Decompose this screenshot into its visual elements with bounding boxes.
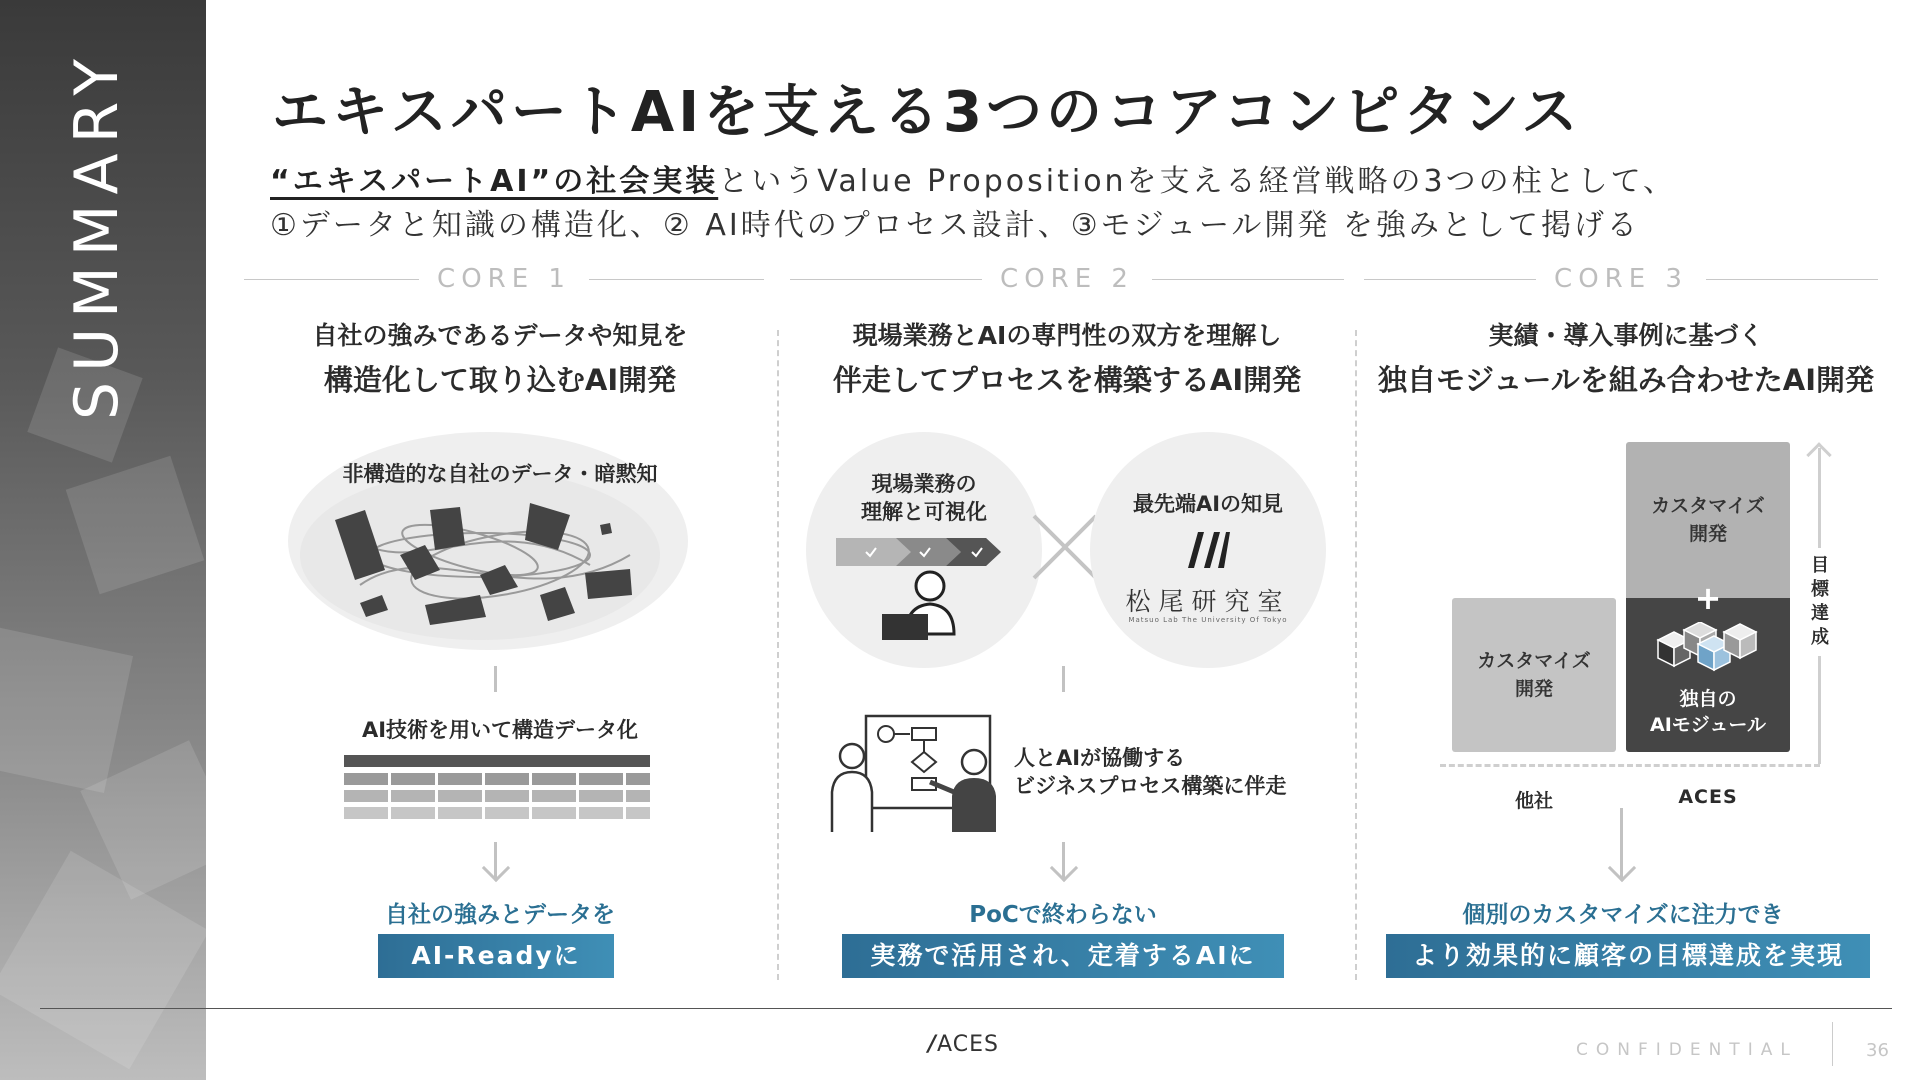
aces-customize-bar	[1626, 442, 1790, 598]
core-2-step-caption	[1014, 744, 1286, 800]
core-3-title	[1356, 316, 1896, 404]
footer-rule	[40, 1008, 1892, 1009]
field-work-caption-line-2: 理解と可視化	[861, 500, 987, 524]
field-work-caption-line-1: 現場業務の	[871, 472, 977, 496]
core-2-step-line-2: ビジネスプロセス構築に伴走	[1014, 774, 1287, 798]
column-divider	[777, 330, 779, 980]
core-2-result-line-1: PoCで終わらない	[969, 902, 1157, 928]
lead-line-1-rest: というValue Propositionを支える経営戦略の3つの柱として、	[718, 164, 1677, 199]
core-3-result-badge: より効果的に顧客の目標達成を実現	[1386, 934, 1870, 978]
page-title: エキスパートAIを支える3つのコアコンピタンス	[272, 80, 1582, 145]
core-1-result-line-1: 自社の強みとデータを	[385, 902, 615, 928]
scribble-lines-graphic	[330, 495, 670, 635]
collaboration-graphic	[826, 712, 1006, 836]
core-2-step-line-1: 人とAIが協働する	[1014, 746, 1186, 770]
core-2-title-line-1: 現場業務とAIの専門性の双方を理解し	[852, 321, 1282, 350]
aces-bottom-line-1: 独自の	[1679, 688, 1737, 710]
core-3-title-line-1: 実績・導入事例に基づく	[1488, 321, 1764, 350]
decor-square	[0, 851, 206, 1070]
goal-axis-arrow-icon	[1806, 442, 1831, 467]
baseline	[1440, 764, 1820, 767]
field-work-caption	[806, 470, 1042, 526]
goal-axis-label: 目標達成	[1804, 548, 1836, 656]
lead-text	[270, 160, 1676, 248]
core-2-label: CORE 2	[1000, 264, 1134, 294]
matsuo-lab-logo-icon	[1182, 528, 1234, 572]
other-company-bar	[1452, 598, 1616, 752]
table-row	[344, 807, 650, 819]
table-header-row	[344, 755, 650, 767]
lead-emphasis: “エキスパートAI”の社会実装	[270, 164, 719, 199]
core-1-title-line-1: 自社の強みであるデータや知見を	[312, 321, 688, 350]
core-3-arrow-head	[1608, 854, 1636, 882]
core-2-title	[790, 316, 1344, 404]
core-3-title-line-2: 独自モジュールを組み合わせたAI開発	[1377, 363, 1875, 397]
core-2-title-line-2: 伴走してプロセスを構築するAI開発	[832, 363, 1302, 397]
core-1-step-caption: AI技術を用いて構造データ化	[361, 718, 639, 742]
other-box-line-2: 開発	[1514, 678, 1553, 700]
footer-logo: /ACES	[928, 1032, 999, 1057]
aces-top-line-2: 開発	[1688, 523, 1727, 545]
aces-top-line-1: カスタマイズ	[1651, 495, 1765, 517]
core-3-result-line-1: 個別のカスタマイズに注力でき	[1462, 902, 1784, 928]
core-2-arrow-head	[1050, 854, 1078, 882]
core-1-label: CORE 1	[437, 264, 571, 294]
ai-knowledge-caption: 最先端AIの知見	[1132, 492, 1284, 516]
other-company-label: 他社	[1514, 790, 1553, 812]
aces-bottom-line-2: AIモジュール	[1649, 714, 1766, 736]
decor-square	[66, 456, 205, 595]
plus-icon: +	[1694, 579, 1722, 617]
core-2-connector	[1062, 666, 1065, 692]
footer-separator	[1832, 1022, 1833, 1066]
core-1-header	[244, 264, 764, 294]
core-2-header	[790, 264, 1344, 294]
table-row	[344, 790, 650, 802]
core-1-connector	[494, 666, 497, 692]
column-divider	[1355, 330, 1357, 980]
core-1-result-badge: AI-Readyに	[378, 934, 614, 978]
core-2-result-badge: 実務で活用され、定着するAIに	[842, 934, 1284, 978]
lead-line-2: ①データと知識の構造化、② AI時代のプロセス設計、③モジュール開発 を強みとして掲げる	[270, 208, 1640, 243]
other-box-line-1: カスタマイズ	[1477, 650, 1591, 672]
core-3-header	[1364, 264, 1878, 294]
confidential-label: CONFIDENTIAL	[1576, 1040, 1798, 1060]
core-1-arrow-head	[482, 854, 510, 882]
aces-label: ACES	[1678, 786, 1738, 808]
lab-name: 松尾研究室	[1125, 587, 1291, 616]
lab-subtitle: Matsuo Lab The University Of Tokyo	[1128, 616, 1288, 624]
module-cubes-icon	[1654, 622, 1764, 678]
decor-square	[0, 627, 133, 793]
core-1-title	[230, 316, 770, 404]
page-number: 36	[1866, 1040, 1889, 1061]
lead-line-1	[270, 160, 1676, 204]
worker-with-laptop-graphic	[836, 534, 1016, 642]
sidebar-title: SUMMARY	[62, 48, 132, 420]
table-row	[344, 773, 650, 785]
core-1-title-line-2: 構造化して取り込むAI開発	[323, 363, 677, 397]
core-3-label: CORE 3	[1554, 264, 1688, 294]
footer-logo-text: ACES	[937, 1032, 999, 1057]
blob-caption: 非構造的な自社のデータ・暗黙知	[342, 462, 658, 486]
sidebar	[0, 0, 206, 1080]
